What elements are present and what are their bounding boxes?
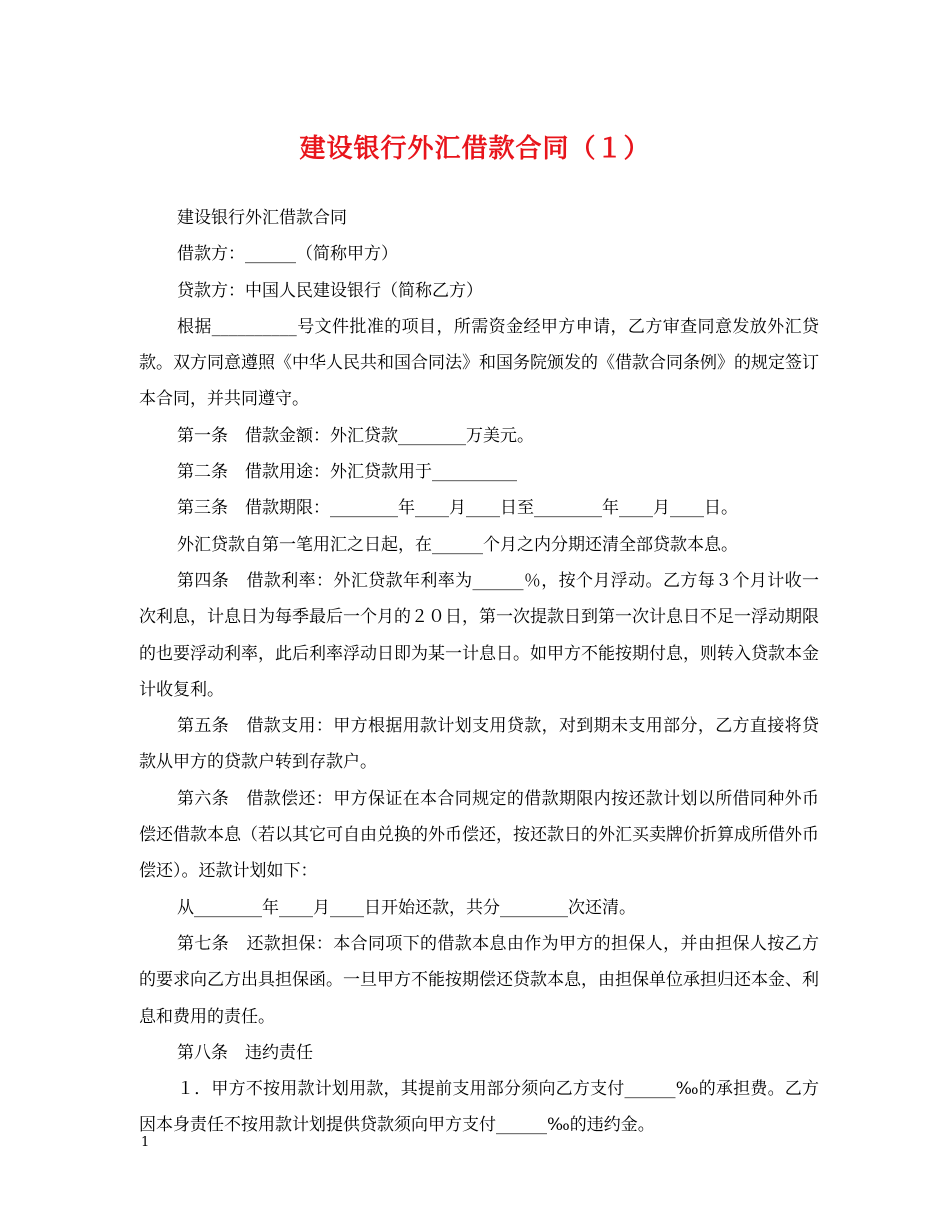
paragraph-article-8: 第八条 违约责任 (177, 1042, 313, 1063)
paragraph-preamble: 根据__________号文件批准的项目，所需资金经甲方申请，乙方审查同意发放外汇贷款。双方同意遵照《中华人民共和国合同法》和国务院颁发的《借款合同条例》的规定签订本合同，并共同遵守。 (139, 316, 819, 410)
paragraph-article-6: 第六条 借款偿还：甲方保证在本合同规定的借款期限内按还款计划以所借同种外币偿还借款本息（若以其它可自由兑换的外币偿还，按还款日的外汇买卖牌价折算成所借外币偿还）。还款计划如下： (139, 788, 819, 882)
paragraph-borrower: 借款方：______（简称甲方） (177, 244, 398, 265)
paragraph-article-4: 第四条 借款利率：外汇贷款年利率为______％，按个月浮动。乙方每３个月计收一次利息，计息日为每季最后一个月的２０日，第一次提款日到第一次计息日不足一浮动期限的也要浮动利率，此后利率浮动日即为某一计息日。如甲方不能按期付息，则转入贷款本金计收复利。 (139, 570, 819, 700)
paragraph-article-5: 第五条 借款支用：甲方根据用款计划支用贷款，对到期未支用部分，乙方直接将贷款从甲方的贷款户转到存款户。 (139, 716, 819, 773)
page-number: 1 (141, 1135, 150, 1150)
paragraph-contract-name: 建设银行外汇借款合同 (177, 208, 347, 228)
paragraph-lender: 贷款方：中国人民建设银行（简称乙方） (177, 280, 483, 301)
paragraph-article-2: 第二条 借款用途：外汇贷款用于__________ (177, 462, 517, 483)
paragraph-article-3: 第三条 借款期限：________年____月____日至________年____月____日。 (177, 498, 738, 519)
document-title: 建设银行外汇借款合同（１） (299, 134, 651, 164)
paragraph-article-7: 第七条 还款担保：本合同项下的借款本息由作为甲方的担保人，并由担保人按乙方的要求向乙方出具担保函。一旦甲方不能按期偿还贷款本息，由担保单位承担归还本金、利息和费用的责任。 (139, 933, 819, 1027)
document-body (139, 200, 819, 1144)
paragraph-article-3-repayment: 外汇贷款自第一笔用汇之日起，在______个月之内分期还清全部贷款本息。 (177, 534, 738, 555)
paragraph-article-1: 第一条 借款金额：外汇贷款________万美元。 (177, 425, 534, 446)
paragraph-article-6-schedule: 从________年____月____日开始还款，共分________次还清。 (177, 897, 636, 918)
paragraph-article-8-item-1: １．甲方不按用款计划用款，其提前支用部分须向乙方支付______‰的承担费。乙方因本身责任不按用款计划提供贷款须向甲方支付______‰的违约金。 (139, 1079, 819, 1136)
